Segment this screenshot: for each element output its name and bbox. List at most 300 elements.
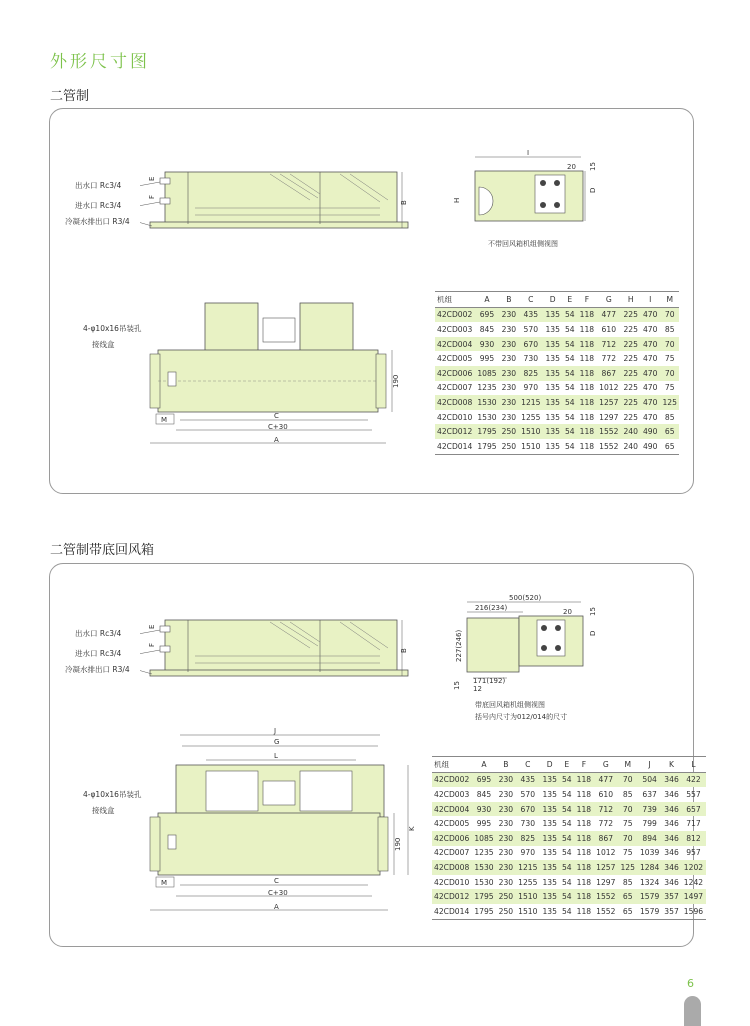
header-k: K: [662, 757, 682, 773]
cell: 1579: [637, 889, 661, 904]
cell: 230: [498, 848, 514, 858]
section2-side-view: [445, 590, 625, 692]
label-outlet: 出水口 Rc3/4: [75, 181, 122, 190]
cell: 42CD002: [435, 307, 475, 322]
cell: 118: [576, 877, 592, 887]
header-c: C: [516, 757, 540, 773]
cell: 54: [564, 383, 575, 393]
table-row: [435, 366, 679, 381]
cell: 346: [664, 819, 679, 829]
cell: 1795: [475, 439, 499, 454]
cell: 42CD007: [434, 848, 470, 858]
cell: 1324: [639, 877, 660, 887]
cell: 54: [562, 439, 577, 454]
cell: 118: [579, 383, 595, 393]
dim-d-2: D: [589, 630, 597, 636]
dim-15: 15: [589, 162, 597, 171]
dim-15b: 15: [453, 681, 461, 690]
cell: 75: [664, 354, 675, 364]
section2-front-view: [140, 608, 430, 688]
cell: 135: [542, 848, 557, 858]
cell: 135: [543, 424, 563, 439]
cell: 75: [664, 383, 675, 393]
dim-b: B: [400, 648, 408, 653]
cell: 957: [686, 848, 701, 858]
page-title: 外形尺寸图: [50, 52, 150, 72]
cell: 739: [637, 802, 661, 817]
cell: 1255: [521, 412, 541, 422]
cell: 772: [601, 354, 617, 364]
cell: 1257: [594, 860, 618, 875]
cell: 42CD008: [432, 860, 472, 875]
section1-title: 二管制: [50, 89, 90, 104]
header-model: 机组: [432, 757, 472, 773]
header-f: F: [577, 292, 597, 308]
cell: 825: [516, 831, 540, 846]
cell: 118: [579, 354, 595, 364]
dim-c: C: [274, 412, 279, 420]
dim-12: 12: [473, 685, 482, 692]
cell: 42CD010: [437, 412, 473, 422]
cell: 135: [545, 383, 560, 393]
cell: 42CD006: [432, 831, 472, 846]
cell: 346: [664, 789, 679, 799]
cell: 1596: [681, 904, 705, 919]
cell: 422: [681, 772, 705, 787]
cell: 135: [543, 439, 563, 454]
cell: 1215: [519, 395, 543, 410]
cell: 118: [577, 395, 597, 410]
cell: 118: [577, 366, 597, 381]
cell: 42CD014: [435, 439, 475, 454]
cell: 42CD014: [432, 904, 472, 919]
cell: 557: [686, 789, 701, 799]
dim-l: L: [274, 752, 278, 760]
dim-c-2: C: [274, 877, 279, 885]
cell: 54: [559, 904, 574, 919]
cell: 1085: [475, 366, 499, 381]
section1-side-caption: 不带回风箱机组侧视图: [488, 240, 558, 248]
cell: 70: [660, 337, 680, 352]
cell: 85: [664, 412, 675, 422]
cell: 1510: [519, 439, 543, 454]
cell: 470: [640, 395, 660, 410]
cell: 490: [640, 424, 660, 439]
cell: 670: [519, 337, 543, 352]
header-m: M: [660, 292, 680, 308]
cell: 230: [498, 819, 514, 829]
cell: 995: [479, 354, 495, 364]
cell: 1202: [681, 860, 705, 875]
cell: 125: [660, 395, 680, 410]
cell: 225: [621, 366, 641, 381]
cell: 135: [545, 354, 560, 364]
cell: 1530: [472, 860, 496, 875]
cell: 250: [499, 424, 519, 439]
cell: 1297: [596, 877, 616, 887]
cell: 135: [540, 831, 560, 846]
cell: 1257: [597, 395, 621, 410]
dim-a-2: A: [274, 903, 279, 911]
table-row: [435, 395, 679, 410]
table-row: [432, 875, 706, 890]
dim-g: G: [274, 738, 280, 746]
table-row: [435, 337, 679, 352]
cell: 1530: [475, 395, 499, 410]
section2-title: 二管制带底回风箱: [50, 543, 155, 558]
header-g: G: [594, 757, 618, 773]
cell: 695: [472, 772, 496, 787]
dim-20-2: 20: [563, 608, 572, 616]
cell: 42CD006: [435, 366, 475, 381]
cell: 346: [662, 860, 682, 875]
cell: 230: [496, 772, 516, 787]
cell: 1255: [518, 877, 538, 887]
cell: 490: [640, 439, 660, 454]
header-g: G: [597, 292, 621, 308]
header-e: E: [559, 757, 574, 773]
header-d: D: [540, 757, 560, 773]
header-e: E: [562, 292, 577, 308]
cell: 1552: [597, 424, 621, 439]
cell: 230: [496, 802, 516, 817]
cell: 118: [574, 802, 594, 817]
cell: 118: [574, 904, 594, 919]
cell: 1579: [637, 904, 661, 919]
cell: 995: [476, 819, 492, 829]
cell: 230: [496, 860, 516, 875]
cell: 225: [621, 337, 641, 352]
cell: 357: [662, 889, 682, 904]
page-tab-marker: [684, 996, 701, 1026]
section2-side-note: 括号内尺寸为012/014的尺寸: [475, 713, 568, 721]
cell: 65: [618, 889, 638, 904]
cell: 225: [623, 383, 638, 393]
cell: 135: [540, 802, 560, 817]
label-hanger: 4-φ10x16吊装孔: [83, 324, 142, 333]
cell: 70: [660, 307, 680, 322]
cell: 118: [579, 324, 595, 334]
cell: 1085: [472, 831, 496, 846]
table-row: [432, 846, 706, 861]
cell: 812: [681, 831, 705, 846]
cell: 230: [499, 307, 519, 322]
cell: 54: [559, 860, 574, 875]
dim-f: F: [148, 642, 156, 647]
cell: 118: [577, 424, 597, 439]
cell: 435: [516, 772, 540, 787]
cell: 42CD003: [437, 324, 473, 334]
cell: 118: [577, 337, 597, 352]
section1-front-view: [140, 160, 430, 240]
table-row: [432, 787, 706, 802]
cell: 346: [664, 877, 679, 887]
cell: 135: [542, 789, 557, 799]
cell: 930: [472, 802, 496, 817]
cell: 135: [542, 877, 557, 887]
cell: 135: [543, 395, 563, 410]
cell: 695: [475, 307, 499, 322]
cell: 504: [637, 772, 661, 787]
dim-f: F: [148, 194, 156, 199]
cell: 845: [479, 324, 495, 334]
cell: 65: [660, 439, 680, 454]
cell: 470: [640, 307, 660, 322]
cell: 670: [516, 802, 540, 817]
cell: 1552: [594, 904, 618, 919]
cell: 225: [623, 412, 638, 422]
cell: 70: [618, 772, 638, 787]
cell: 250: [499, 439, 519, 454]
section2-top-view: [140, 725, 420, 915]
table-row: [435, 307, 679, 322]
cell: 54: [561, 789, 572, 799]
cell: 42CD002: [432, 772, 472, 787]
cell: 470: [640, 337, 660, 352]
cell: 54: [562, 307, 577, 322]
cell: 54: [562, 337, 577, 352]
table-row: [435, 424, 679, 439]
cell: 85: [664, 324, 675, 334]
cell: 1039: [639, 848, 660, 858]
cell: 1497: [681, 889, 705, 904]
cell: 42CD004: [435, 337, 475, 352]
dim-i: I: [527, 149, 530, 157]
dim-e: E: [148, 624, 156, 629]
cell: 712: [597, 337, 621, 352]
cell: 1215: [516, 860, 540, 875]
cell: 118: [576, 848, 592, 858]
cell: 1795: [472, 904, 496, 919]
cell: 118: [576, 819, 592, 829]
cell: 42CD008: [435, 395, 475, 410]
cell: 225: [623, 324, 638, 334]
cell: 799: [642, 819, 657, 829]
cell: 54: [559, 802, 574, 817]
cell: 230: [499, 337, 519, 352]
cell: 825: [519, 366, 543, 381]
cell: 225: [621, 307, 641, 322]
cell: 240: [621, 439, 641, 454]
cell: 135: [540, 860, 560, 875]
cell: 42CD003: [434, 789, 470, 799]
cell: 54: [564, 354, 575, 364]
cell: 54: [562, 366, 577, 381]
cell: 54: [564, 324, 575, 334]
cell: 118: [577, 307, 597, 322]
cell: 135: [543, 366, 563, 381]
cell: 470: [640, 366, 660, 381]
cell: 65: [618, 904, 638, 919]
cell: 230: [501, 324, 517, 334]
cell: 1552: [597, 439, 621, 454]
cell: 135: [543, 307, 563, 322]
table-row: [432, 860, 706, 875]
cell: 894: [637, 831, 661, 846]
dim-m: M: [161, 416, 168, 424]
cell: 135: [542, 819, 557, 829]
dim-171: 171(192): [473, 677, 506, 685]
cell: 70: [618, 802, 638, 817]
cell: 54: [561, 819, 572, 829]
cell: 65: [660, 424, 680, 439]
cell: 1552: [594, 889, 618, 904]
cell: 230: [501, 412, 517, 422]
dim-190-2: 190: [394, 837, 402, 851]
cell: 730: [520, 819, 536, 829]
section2-spec-table: [432, 756, 706, 920]
cell: 54: [559, 772, 574, 787]
cell: 230: [498, 789, 514, 799]
cell: 250: [496, 889, 516, 904]
section2-side-caption: 带底回风箱机组侧视图: [475, 701, 545, 709]
header-b: B: [496, 757, 516, 773]
cell: 610: [598, 789, 614, 799]
cell: 54: [564, 412, 575, 422]
cell: 75: [622, 819, 633, 829]
dim-h: H: [453, 197, 461, 203]
cell: 1795: [472, 889, 496, 904]
header-h: H: [621, 292, 641, 308]
cell: 570: [523, 324, 539, 334]
cell: 70: [660, 366, 680, 381]
table-row: [435, 410, 679, 425]
cell: 240: [621, 424, 641, 439]
table-row: [432, 802, 706, 817]
label-junction-2: 接线盒: [92, 806, 115, 815]
cell: 657: [681, 802, 705, 817]
dim-c30-2: C+30: [268, 889, 288, 897]
label-drain: 冷凝水排出口 R3/4: [65, 217, 130, 226]
cell: 118: [579, 412, 595, 422]
cell: 346: [662, 831, 682, 846]
dim-c30: C+30: [268, 423, 288, 431]
cell: 54: [559, 831, 574, 846]
cell: 230: [498, 877, 514, 887]
cell: 85: [622, 789, 633, 799]
cell: 225: [623, 354, 638, 364]
label-outlet-2: 出水口 Rc3/4: [75, 629, 122, 638]
dim-d: D: [589, 187, 597, 193]
table-row: [435, 322, 679, 337]
cell: 230: [501, 383, 517, 393]
cell: 118: [576, 789, 592, 799]
header-i: I: [640, 292, 660, 308]
cell: 135: [540, 889, 560, 904]
label-inlet-2: 进水口 Rc3/4: [75, 649, 122, 658]
cell: 712: [594, 802, 618, 817]
cell: 230: [501, 354, 517, 364]
cell: 42CD004: [432, 802, 472, 817]
cell: 225: [621, 395, 641, 410]
cell: 930: [475, 337, 499, 352]
cell: 135: [540, 904, 560, 919]
header-model: 机组: [435, 292, 475, 308]
cell: 470: [642, 383, 658, 393]
cell: 1510: [516, 904, 540, 919]
table-header-row: [432, 757, 706, 773]
cell: 610: [601, 324, 617, 334]
table-row: [432, 816, 706, 831]
header-m: M: [618, 757, 638, 773]
table-header-row: [435, 292, 679, 308]
cell: 42CD010: [434, 877, 470, 887]
dim-500: 500(520): [509, 594, 542, 602]
cell: 135: [543, 337, 563, 352]
cell: 1235: [474, 848, 494, 858]
cell: 346: [664, 848, 679, 858]
cell: 477: [597, 307, 621, 322]
header-d: D: [543, 292, 563, 308]
cell: 357: [662, 904, 682, 919]
table-row: [432, 904, 706, 919]
label-hanger-2: 4-φ10x16吊装孔: [83, 790, 142, 799]
cell: 470: [642, 354, 658, 364]
cell: 42CD005: [437, 354, 473, 364]
cell: 85: [622, 877, 633, 887]
cell: 1530: [477, 412, 497, 422]
cell: 118: [574, 772, 594, 787]
dim-20: 20: [567, 163, 576, 171]
cell: 250: [496, 904, 516, 919]
cell: 230: [499, 366, 519, 381]
table-row: [435, 381, 679, 396]
cell: 637: [642, 789, 657, 799]
dim-15-2: 15: [589, 607, 597, 616]
label-inlet: 进水口 Rc3/4: [75, 201, 122, 210]
table-row: [432, 831, 706, 846]
cell: 470: [642, 412, 658, 422]
cell: 477: [594, 772, 618, 787]
cell: 54: [562, 424, 577, 439]
dim-216: 216(234): [475, 604, 508, 612]
dim-j: J: [274, 727, 277, 735]
cell: 135: [540, 772, 560, 787]
cell: 42CD012: [432, 889, 472, 904]
section1-side-view: [445, 145, 625, 235]
cell: 118: [574, 889, 594, 904]
cell: 70: [618, 831, 638, 846]
table-row: [435, 439, 679, 454]
cell: 970: [523, 383, 539, 393]
cell: 54: [561, 848, 572, 858]
cell: 1235: [477, 383, 497, 393]
cell: 54: [562, 395, 577, 410]
section1-spec-table: [435, 291, 679, 455]
dim-190: 190: [392, 374, 400, 388]
dim-a: A: [274, 436, 279, 444]
cell: 135: [545, 412, 560, 422]
dim-k: K: [408, 826, 416, 831]
cell: 54: [561, 877, 572, 887]
cell: 1795: [475, 424, 499, 439]
cell: 867: [594, 831, 618, 846]
header-a: A: [475, 292, 499, 308]
header-c: C: [519, 292, 543, 308]
header-f: F: [574, 757, 594, 773]
cell: 42CD007: [437, 383, 473, 393]
cell: 42CD005: [434, 819, 470, 829]
cell: 54: [559, 889, 574, 904]
dim-227: 227(246): [455, 629, 463, 662]
cell: 717: [686, 819, 701, 829]
cell: 435: [519, 307, 543, 322]
cell: 1284: [637, 860, 661, 875]
cell: 570: [520, 789, 536, 799]
cell: 135: [545, 324, 560, 334]
cell: 845: [476, 789, 492, 799]
cell: 230: [499, 395, 519, 410]
